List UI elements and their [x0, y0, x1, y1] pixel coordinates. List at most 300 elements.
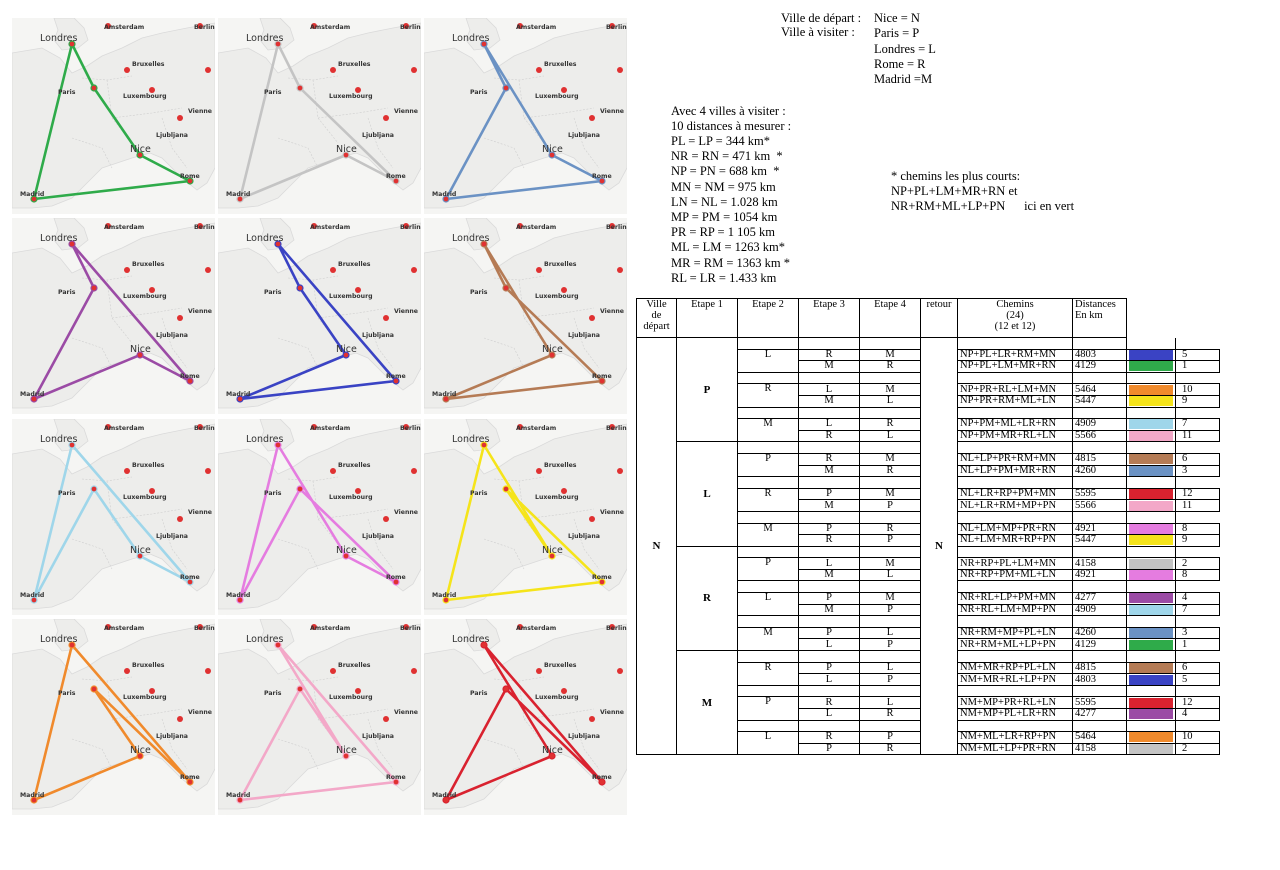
city-label-berlin: Berlin — [194, 24, 215, 31]
map-canvas — [12, 218, 215, 414]
etape3-cell — [799, 685, 860, 697]
color-cell — [1127, 616, 1176, 628]
city-label-madrid: Madrid — [432, 391, 457, 398]
etape3-cell: L — [799, 639, 860, 651]
path-cell: NR+RP+PM+ML+LN — [958, 569, 1073, 581]
color-cell — [1127, 442, 1176, 454]
path-cell: NR+RL+LM+MP+PN — [958, 604, 1073, 616]
path-cell: NL+LP+PM+MR+RN — [958, 465, 1073, 477]
city-label-bruxelles: Bruxelles — [544, 462, 577, 469]
city-dot — [617, 267, 623, 273]
path-cell: NP+PM+MR+RL+LN — [958, 430, 1073, 442]
etape4-cell — [860, 407, 921, 419]
city-dot — [205, 668, 211, 674]
color-swatch — [1129, 489, 1173, 499]
distance-line: NR = RN = 471 km * — [671, 149, 783, 164]
etape4-cell — [860, 616, 921, 628]
color-swatch — [1129, 454, 1173, 464]
etape3-cell: M — [799, 361, 860, 373]
route-city-dot — [297, 486, 303, 492]
city-label-rome: Rome — [386, 373, 406, 380]
city-label-rome: Rome — [180, 373, 200, 380]
city-dot — [383, 716, 389, 722]
city-label-luxembourg: Luxembourg — [329, 93, 373, 100]
city-label-nice: Nice — [542, 545, 563, 556]
etape1-cell: L — [677, 442, 738, 546]
rank-cell: 2 — [1176, 558, 1220, 570]
rank-cell: 11 — [1176, 500, 1220, 512]
city-label-ljubljana: Ljubljana — [362, 332, 394, 339]
city-dot — [536, 468, 542, 474]
color-swatch — [1129, 675, 1173, 685]
etape2-cell: R — [738, 662, 799, 685]
color-cell — [1127, 546, 1176, 558]
city-dot — [177, 315, 183, 321]
city-dot — [124, 468, 130, 474]
city-label-londres: Londres — [452, 233, 490, 244]
path-cell — [958, 407, 1073, 419]
etape3-cell: P — [799, 627, 860, 639]
etape3-cell: L — [799, 558, 860, 570]
distance-line: PR = RP = 1 105 km — [671, 225, 775, 240]
city-label-amsterdam: Amsterdam — [104, 24, 145, 31]
etape2-cell — [738, 651, 799, 663]
color-swatch — [1129, 744, 1173, 754]
etape4-cell: L — [860, 569, 921, 581]
distance-cell: 5566 — [1073, 430, 1127, 442]
rank-cell — [1176, 338, 1220, 350]
etape3-cell: R — [799, 535, 860, 547]
rank-cell — [1176, 372, 1220, 384]
path-cell — [958, 442, 1073, 454]
color-cell — [1127, 697, 1176, 709]
color-cell — [1127, 720, 1176, 732]
city-label-madrid: Madrid — [20, 191, 45, 198]
distance-cell — [1073, 372, 1127, 384]
distance-line: RL = LR = 1.433 km — [671, 270, 777, 285]
etape2-cell: L — [738, 349, 799, 372]
etape2-cell: M — [738, 523, 799, 546]
rank-cell — [1176, 616, 1220, 628]
color-swatch — [1129, 361, 1173, 371]
route-map — [12, 218, 215, 414]
city-label-ljubljana: Ljubljana — [156, 332, 188, 339]
city-dot — [617, 668, 623, 674]
header-etape-1: Etape 1 — [677, 299, 738, 338]
color-swatch — [1129, 709, 1173, 719]
city-label-madrid: Madrid — [20, 391, 45, 398]
color-cell — [1127, 372, 1176, 384]
city-label-paris: Paris — [470, 490, 488, 497]
route-map — [218, 18, 421, 214]
etape3-cell — [799, 442, 860, 454]
color-swatch — [1129, 385, 1173, 395]
distance-line: MN = NM = 975 km — [671, 179, 776, 194]
map-canvas — [218, 619, 421, 815]
city-label-nice: Nice — [542, 344, 563, 355]
color-swatch — [1129, 640, 1173, 650]
city-label-paris: Paris — [58, 89, 76, 96]
color-cell — [1127, 569, 1176, 581]
code-nice: Nice = N — [874, 11, 920, 25]
etape4-cell: P — [860, 500, 921, 512]
rank-cell: 7 — [1176, 419, 1220, 431]
city-dot — [536, 668, 542, 674]
city-label-luxembourg: Luxembourg — [123, 694, 167, 701]
etape3-cell — [799, 511, 860, 523]
etape4-cell — [860, 685, 921, 697]
etape2-cell: L — [738, 593, 799, 616]
etape3-cell: R — [799, 453, 860, 465]
route-city-dot — [503, 686, 509, 692]
city-label-madrid: Madrid — [226, 592, 251, 599]
etape3-cell — [799, 477, 860, 489]
route-city-dot — [297, 686, 303, 692]
path-cell: NM+ML+LR+RP+PN — [958, 732, 1073, 744]
path-cell: NL+LR+RM+MP+PN — [958, 500, 1073, 512]
etape4-cell: P — [860, 535, 921, 547]
etape4-cell: M — [860, 349, 921, 361]
etape4-cell: L — [860, 430, 921, 442]
city-label-bruxelles: Bruxelles — [544, 61, 577, 68]
map-canvas — [424, 419, 627, 615]
distance-cell: 4277 — [1073, 593, 1127, 605]
etape4-cell — [860, 511, 921, 523]
city-label-nice: Nice — [336, 745, 357, 756]
city-label-rome: Rome — [386, 574, 406, 581]
path-cell — [958, 546, 1073, 558]
distance-cell: 5447 — [1073, 535, 1127, 547]
etape2-cell — [738, 372, 799, 384]
color-cell — [1127, 674, 1176, 686]
color-swatch — [1129, 466, 1173, 476]
city-label-bruxelles: Bruxelles — [338, 261, 371, 268]
etape2-cell — [738, 442, 799, 454]
etape2-cell — [738, 477, 799, 489]
etape2-cell — [738, 616, 799, 628]
distance-cell — [1073, 546, 1127, 558]
city-label-berlin: Berlin — [606, 24, 627, 31]
etape3-cell: M — [799, 500, 860, 512]
path-cell: NM+MR+RP+PL+LN — [958, 662, 1073, 674]
etape4-cell — [860, 338, 921, 350]
city-dot — [124, 668, 130, 674]
rank-cell: 12 — [1176, 697, 1220, 709]
path-cell: NM+ML+LP+PR+RN — [958, 743, 1073, 755]
rank-cell: 10 — [1176, 732, 1220, 744]
etape3-cell: R — [799, 430, 860, 442]
city-label-luxembourg: Luxembourg — [329, 694, 373, 701]
city-label-berlin: Berlin — [400, 625, 421, 632]
city-label-londres: Londres — [452, 434, 490, 445]
etape2-cell: R — [738, 488, 799, 511]
rank-cell: 6 — [1176, 662, 1220, 674]
note-line-3: NR+RM+ML+LP+PN ici en vert — [891, 199, 1075, 213]
city-label-luxembourg: Luxembourg — [535, 293, 579, 300]
header-chemins: Chemins (24) (12 et 12) — [958, 299, 1073, 338]
city-label-bruxelles: Bruxelles — [544, 662, 577, 669]
route-city-dot — [297, 85, 303, 91]
rank-cell: 4 — [1176, 593, 1220, 605]
etape3-cell: M — [799, 569, 860, 581]
distance-cell — [1073, 581, 1127, 593]
etape3-cell: L — [799, 384, 860, 396]
city-label-vienne: Vienne — [188, 108, 213, 115]
etape3-cell: R — [799, 732, 860, 744]
distance-cell: 5447 — [1073, 395, 1127, 407]
city-label-madrid: Madrid — [226, 391, 251, 398]
code-paris: Paris = P — [874, 26, 920, 40]
city-label-ljubljana: Ljubljana — [568, 132, 600, 139]
color-swatch — [1129, 559, 1173, 569]
distances-title-1: Avec 4 villes à visiter : — [671, 104, 786, 118]
etape4-cell: M — [860, 558, 921, 570]
distance-cell: 4129 — [1073, 361, 1127, 373]
rank-cell: 12 — [1176, 488, 1220, 500]
etape2-cell: P — [738, 558, 799, 581]
color-cell — [1127, 593, 1176, 605]
city-label-rome: Rome — [180, 173, 200, 180]
etape1-cell: R — [677, 546, 738, 650]
etape3-cell: L — [799, 674, 860, 686]
city-label-berlin: Berlin — [400, 224, 421, 231]
city-label-londres: Londres — [452, 33, 490, 44]
header-retour: retour — [921, 299, 958, 338]
etape4-cell — [860, 477, 921, 489]
city-label-vienne: Vienne — [600, 108, 625, 115]
distance-line: MP = PM = 1054 km — [671, 210, 778, 224]
route-map — [424, 18, 627, 214]
city-label-amsterdam: Amsterdam — [104, 425, 145, 432]
city-label-berlin: Berlin — [400, 425, 421, 432]
city-dot — [383, 115, 389, 121]
distance-cell: 5464 — [1073, 732, 1127, 744]
city-label-paris: Paris — [264, 289, 282, 296]
color-cell — [1127, 384, 1176, 396]
city-label-amsterdam: Amsterdam — [516, 24, 557, 31]
city-dot — [177, 516, 183, 522]
color-cell — [1127, 732, 1176, 744]
etape3-cell: P — [799, 743, 860, 755]
route-map — [424, 619, 627, 815]
city-label-bruxelles: Bruxelles — [338, 462, 371, 469]
city-dot — [177, 716, 183, 722]
city-dot — [383, 315, 389, 321]
city-dot — [617, 468, 623, 474]
distance-cell: 4909 — [1073, 604, 1127, 616]
city-label-londres: Londres — [40, 434, 78, 445]
etape4-cell: L — [860, 662, 921, 674]
etape4-cell: L — [860, 697, 921, 709]
city-label-luxembourg: Luxembourg — [123, 494, 167, 501]
rank-cell: 11 — [1176, 430, 1220, 442]
color-swatch — [1129, 605, 1173, 615]
route-city-dot — [91, 486, 97, 492]
color-cell — [1127, 535, 1176, 547]
color-cell — [1127, 651, 1176, 663]
color-cell — [1127, 500, 1176, 512]
rank-cell — [1176, 685, 1220, 697]
city-label-vienne: Vienne — [600, 308, 625, 315]
city-label-nice: Nice — [130, 745, 151, 756]
route-city-dot — [91, 686, 97, 692]
city-dot — [205, 67, 211, 73]
distance-cell — [1073, 407, 1127, 419]
etape3-cell: M — [799, 604, 860, 616]
separator-row — [637, 338, 1220, 350]
rank-cell: 7 — [1176, 604, 1220, 616]
color-cell — [1127, 407, 1176, 419]
color-swatch — [1129, 535, 1173, 545]
distance-cell — [1073, 651, 1127, 663]
rank-cell: 3 — [1176, 627, 1220, 639]
rank-cell — [1176, 477, 1220, 489]
city-label-amsterdam: Amsterdam — [104, 625, 145, 632]
header-distances: Distances En km — [1073, 299, 1127, 338]
city-label-paris: Paris — [264, 690, 282, 697]
etape4-cell: R — [860, 419, 921, 431]
city-label-vienne: Vienne — [188, 709, 213, 716]
map-canvas — [424, 218, 627, 414]
city-label-madrid: Madrid — [432, 191, 457, 198]
etape4-cell: R — [860, 523, 921, 535]
route-city-dot — [91, 285, 97, 291]
color-cell — [1127, 709, 1176, 721]
city-dot — [589, 115, 595, 121]
path-cell: NP+PL+LR+RM+MN — [958, 349, 1073, 361]
distances-title-2: 10 distances à mesurer : — [671, 119, 792, 133]
etape2-cell — [738, 338, 799, 350]
map-canvas — [424, 18, 627, 214]
depart-cell: N — [637, 338, 677, 755]
distance-cell: 4921 — [1073, 523, 1127, 535]
path-cell — [958, 616, 1073, 628]
city-label-vienne: Vienne — [394, 509, 419, 516]
city-label-berlin: Berlin — [606, 625, 627, 632]
color-cell — [1127, 604, 1176, 616]
color-cell — [1127, 338, 1176, 350]
city-label-berlin: Berlin — [606, 224, 627, 231]
path-cell: NP+PL+LM+MR+RN — [958, 361, 1073, 373]
etape1-cell: P — [677, 338, 738, 442]
route-map — [12, 419, 215, 615]
city-dot — [411, 267, 417, 273]
rank-cell: 2 — [1176, 743, 1220, 755]
rank-cell: 5 — [1176, 674, 1220, 686]
routes-table — [636, 298, 1220, 755]
distance-cell — [1073, 442, 1127, 454]
color-swatch — [1129, 524, 1173, 534]
header-etape-4: Etape 4 — [860, 299, 921, 338]
rank-cell: 1 — [1176, 639, 1220, 651]
city-label-rome: Rome — [386, 173, 406, 180]
city-label-londres: Londres — [246, 233, 284, 244]
rank-cell: 3 — [1176, 465, 1220, 477]
city-label-ljubljana: Ljubljana — [156, 733, 188, 740]
distance-cell: 4815 — [1073, 453, 1127, 465]
route-city-dot — [297, 285, 303, 291]
city-label-vienne: Vienne — [394, 108, 419, 115]
etape2-cell — [738, 546, 799, 558]
code-londres: Londres = L — [874, 42, 936, 56]
city-label-nice: Nice — [542, 745, 563, 756]
color-swatch — [1129, 698, 1173, 708]
city-label-vienne: Vienne — [188, 509, 213, 516]
distance-cell: 4129 — [1073, 639, 1127, 651]
city-label-luxembourg: Luxembourg — [123, 293, 167, 300]
city-dot — [589, 315, 595, 321]
etape2-cell — [738, 720, 799, 732]
route-map — [12, 18, 215, 214]
city-label-nice: Nice — [336, 144, 357, 155]
city-label-londres: Londres — [40, 634, 78, 645]
color-cell — [1127, 662, 1176, 674]
city-label-londres: Londres — [40, 33, 78, 44]
city-label-bruxelles: Bruxelles — [132, 462, 165, 469]
city-label-ljubljana: Ljubljana — [156, 533, 188, 540]
city-label-rome: Rome — [592, 774, 612, 781]
city-label-paris: Paris — [470, 89, 488, 96]
etape2-cell — [738, 407, 799, 419]
path-cell: NL+LP+PR+RM+MN — [958, 453, 1073, 465]
city-label-ljubljana: Ljubljana — [362, 533, 394, 540]
path-cell: NP+PM+ML+LR+RN — [958, 419, 1073, 431]
path-cell: NR+RM+ML+LP+PN — [958, 639, 1073, 651]
etape4-cell: P — [860, 639, 921, 651]
color-cell — [1127, 685, 1176, 697]
map-canvas — [218, 218, 421, 414]
city-label-londres: Londres — [246, 33, 284, 44]
color-cell — [1127, 743, 1176, 755]
etape3-cell — [799, 372, 860, 384]
city-label-nice: Nice — [542, 144, 563, 155]
visite-label: Ville à visiter : — [781, 25, 855, 39]
city-label-paris: Paris — [470, 289, 488, 296]
path-cell: NP+PR+RL+LM+MN — [958, 384, 1073, 396]
rank-cell — [1176, 651, 1220, 663]
etape4-cell — [860, 581, 921, 593]
city-label-nice: Nice — [130, 545, 151, 556]
etape4-cell: P — [860, 604, 921, 616]
path-cell — [958, 511, 1073, 523]
rank-cell: 4 — [1176, 709, 1220, 721]
color-swatch — [1129, 628, 1173, 638]
city-label-ljubljana: Ljubljana — [568, 533, 600, 540]
distance-cell: 5566 — [1073, 500, 1127, 512]
city-label-berlin: Berlin — [194, 224, 215, 231]
color-swatch — [1129, 396, 1173, 406]
city-dot — [536, 267, 542, 273]
city-label-rome: Rome — [592, 574, 612, 581]
etape4-cell: R — [860, 709, 921, 721]
map-canvas — [218, 419, 421, 615]
etape3-cell: L — [799, 419, 860, 431]
city-label-bruxelles: Bruxelles — [338, 61, 371, 68]
rank-cell — [1176, 720, 1220, 732]
color-swatch — [1129, 732, 1173, 742]
etape4-cell — [860, 372, 921, 384]
city-label-ljubljana: Ljubljana — [362, 132, 394, 139]
distance-line: LN = NL = 1.028 km — [671, 194, 778, 209]
route-map — [218, 218, 421, 414]
rank-cell: 9 — [1176, 395, 1220, 407]
city-label-amsterdam: Amsterdam — [516, 625, 557, 632]
color-swatch — [1129, 501, 1173, 511]
rank-cell — [1176, 511, 1220, 523]
distance-line: MR = RM = 1363 km * — [671, 255, 790, 270]
path-cell — [958, 581, 1073, 593]
city-label-madrid: Madrid — [20, 592, 45, 599]
